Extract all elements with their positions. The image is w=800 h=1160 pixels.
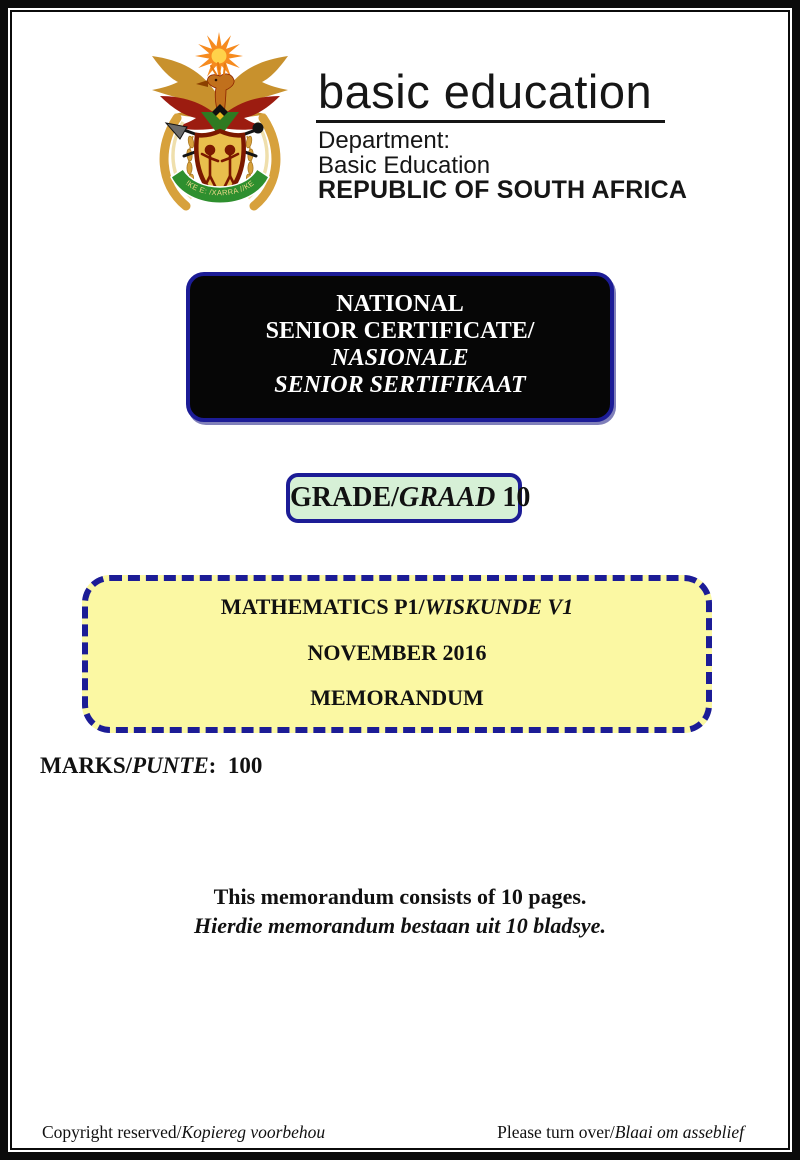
logo-motto: !KE E: /XARRA //KE	[184, 178, 256, 198]
footer-copyright	[42, 1122, 325, 1143]
department-label: Department:	[318, 127, 451, 154]
department-block	[318, 128, 687, 203]
footer-turnover	[497, 1122, 744, 1143]
doc-type: MEMORANDUM	[310, 685, 484, 710]
grade-number: 10	[495, 482, 531, 513]
certificate-line-2: SENIOR CERTIFICATE/	[265, 318, 535, 344]
marks-line	[40, 753, 262, 779]
wordmark-underline	[316, 120, 665, 123]
department-name: Basic Education	[318, 152, 491, 179]
grade-label-en: GRADE/	[290, 482, 399, 513]
pages-note-af: Hierdie memorandum bestaan uit 10 bladsye.	[194, 913, 606, 938]
grade-label-af: GRAAD	[398, 482, 496, 513]
marks-label-af: PUNTE	[132, 753, 209, 778]
footer-turnover-en: Please turn over/	[497, 1122, 615, 1142]
marks-label-en: MARKS/	[40, 753, 132, 778]
subject-title-en: MATHEMATICS P1/	[220, 594, 425, 619]
certificate-line-3: NASIONALE	[331, 345, 469, 371]
subject-title-af: WISKUNDE V1	[424, 594, 574, 619]
marks-value: : 100	[208, 753, 263, 778]
grade-box	[286, 473, 531, 523]
coat-of-arms-icon	[143, 30, 297, 226]
country-name: REPUBLIC OF SOUTH AFRICA	[318, 176, 688, 204]
footer-turnover-af: Blaai om asseblief	[614, 1122, 744, 1142]
subject-title	[88, 594, 706, 620]
footer-copyright-af: Kopiereg voorbehou	[181, 1122, 326, 1142]
pages-note	[0, 882, 800, 940]
exam-session: NOVEMBER 2016	[307, 639, 487, 665]
wordmark: basic education	[318, 65, 653, 118]
certificate-box	[186, 272, 614, 422]
certificate-line-1: NATIONAL	[336, 291, 464, 317]
pages-note-en: This memorandum consists of 10 pages.	[213, 884, 587, 909]
page-footer	[42, 1122, 744, 1143]
subject-box	[82, 575, 712, 733]
certificate-line-4: SENIOR SERTIFIKAAT	[274, 372, 526, 398]
footer-copyright-en: Copyright reserved/	[42, 1122, 182, 1142]
